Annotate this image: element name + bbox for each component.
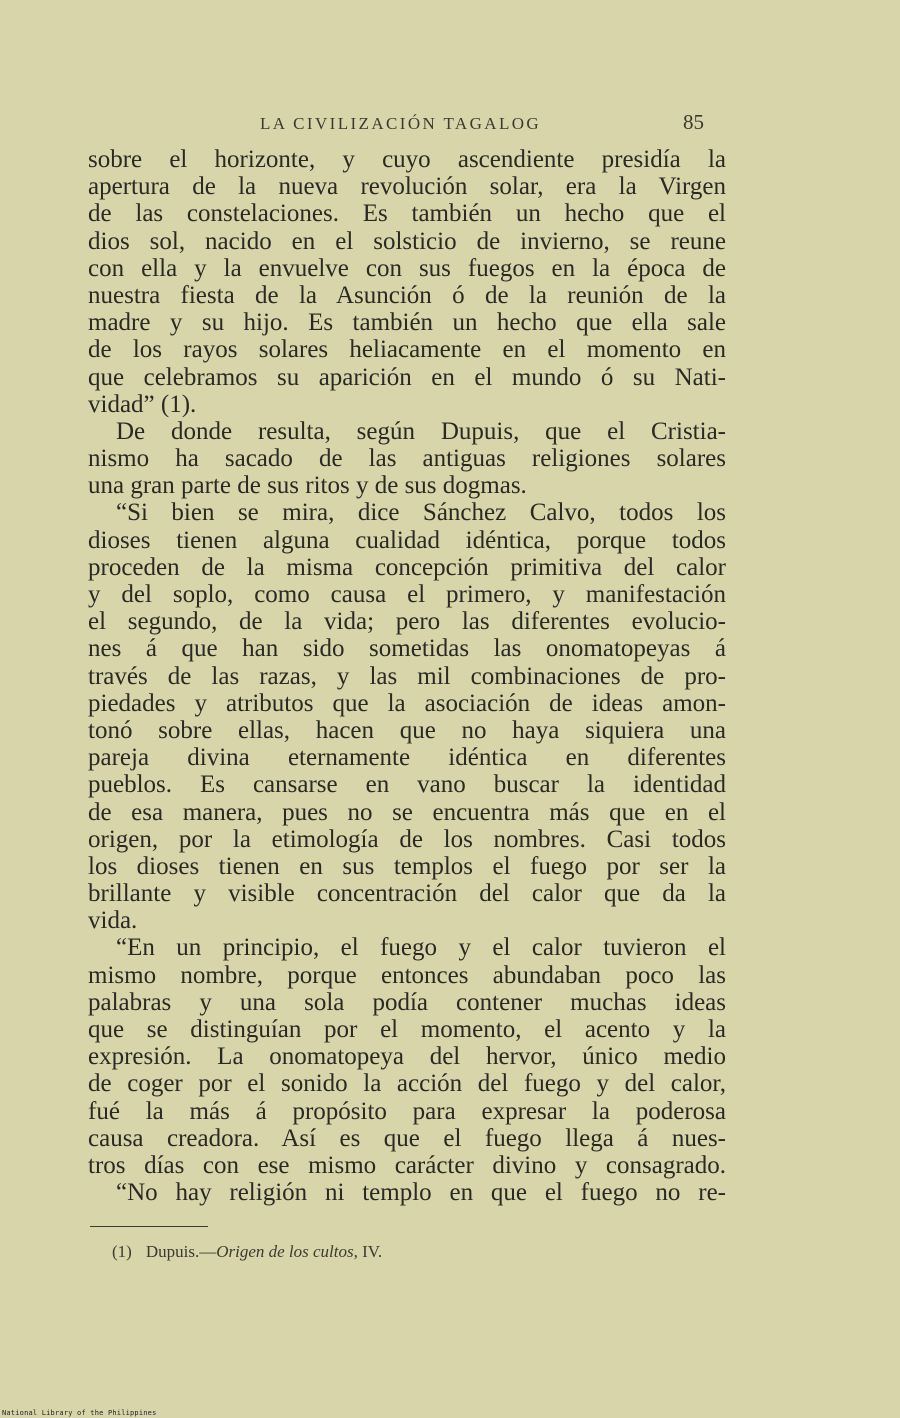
text-line: pareja divina eternamente idéntica en diferentes bbox=[88, 744, 726, 772]
text-line: origen, por la etimología de los nombres. Casi todos bbox=[88, 825, 726, 853]
library-stamp: National Library of the Philippines bbox=[2, 1409, 157, 1417]
text-line: sobre el horizonte, y cuyo ascendiente presidía la bbox=[88, 146, 726, 173]
text-line: proceden de la misma concepción primitiva del calor bbox=[88, 553, 726, 581]
text-line: “En un principio, el fuego y el calor tuvieron el bbox=[116, 934, 726, 962]
text-line: los dioses tienen en sus templos el fuego por ser la bbox=[88, 852, 726, 880]
footnote-work-title: Origen de los cultos bbox=[216, 1242, 354, 1261]
text-line: “Si bien se mira, dice Sánchez Calvo, todos los bbox=[116, 499, 726, 527]
text-line: de las constelaciones. Es también un hecho que el bbox=[88, 200, 726, 228]
text-line: el segundo, de la vida; pero las diferentes evolucio- bbox=[88, 608, 726, 636]
footnote-rule bbox=[90, 1226, 208, 1227]
text-line: y del soplo, como causa el primero, y manifestación bbox=[88, 581, 726, 608]
text-line: “No hay religión ni templo en que el fuego no re- bbox=[116, 1179, 726, 1207]
running-head bbox=[88, 110, 728, 140]
text-line: vidad” (1). bbox=[88, 390, 197, 418]
text-line: De donde resulta, según Dupuis, que el Cristia- bbox=[116, 417, 726, 445]
text-line: vida. bbox=[88, 907, 138, 935]
footnote-author: Dupuis.— bbox=[145, 1242, 217, 1261]
text-line: palabras y una sola podía contener muchas ideas bbox=[88, 988, 726, 1016]
footnote-rest: , IV. bbox=[353, 1242, 383, 1261]
text-line: brillante y visible concentración del calor que da la bbox=[88, 880, 726, 908]
text-line: tonó sobre ellas, hacen que no haya siquiera una bbox=[88, 716, 726, 744]
text-line: nes á que han sido sometidas las onomatopeyas á bbox=[88, 635, 726, 663]
text-line: pueblos. Es cansarse en vano buscar la identidad bbox=[88, 771, 726, 799]
text-line: dios sol, nacido en el solsticio de invierno, se reune bbox=[88, 227, 726, 255]
footnote-number: (1) bbox=[112, 1242, 132, 1261]
page-number: 85 bbox=[683, 110, 704, 134]
text-line: través de las razas, y las mil combinaciones de pro- bbox=[88, 662, 726, 690]
text-line: fué la más á propósito para expresar la poderosa bbox=[88, 1097, 726, 1125]
text-line: que celebramos su aparición en el mundo ó su Nati- bbox=[88, 363, 726, 391]
body-text bbox=[88, 146, 726, 1206]
text-line: de coger por el sonido la acción del fuego y del calor, bbox=[88, 1070, 726, 1098]
footnote bbox=[112, 1242, 382, 1262]
text-line: dioses tienen alguna cualidad idéntica, porque todos bbox=[88, 526, 726, 554]
text-line: una gran parte de sus ritos y de sus dogmas. bbox=[88, 472, 527, 500]
text-line: nuestra fiesta de la Asunción ó de la reunión de la bbox=[88, 281, 726, 309]
text-line: causa creadora. Así es que el fuego llega á nues- bbox=[88, 1124, 726, 1152]
text-line: con ella y la envuelve con sus fuegos en la época de bbox=[88, 254, 726, 282]
text-line: mismo nombre, porque entonces abundaban poco las bbox=[88, 961, 726, 989]
text-line: tros días con ese mismo carácter divino y consagrado. bbox=[88, 1151, 726, 1179]
text-line: que se distinguían por el momento, el acento y la bbox=[88, 1016, 726, 1043]
text-line: apertura de la nueva revolución solar, era la Virgen bbox=[88, 173, 726, 201]
text-line: nismo ha sacado de las antiguas religiones solares bbox=[88, 445, 726, 473]
running-title: LA CIVILIZACIÓN TAGALOG bbox=[260, 114, 542, 133]
text-line: piedades y atributos que la asociación de ideas amon- bbox=[88, 689, 726, 717]
text-line: madre y su hijo. Es también un hecho que ella sale bbox=[88, 309, 726, 337]
text-line: de los rayos solares heliacamente en el momento en bbox=[88, 336, 726, 364]
text-line: expresión. La onomatopeya del hervor, único medio bbox=[88, 1043, 726, 1071]
text-line: de esa manera, pues no se encuentra más que en el bbox=[88, 798, 726, 826]
